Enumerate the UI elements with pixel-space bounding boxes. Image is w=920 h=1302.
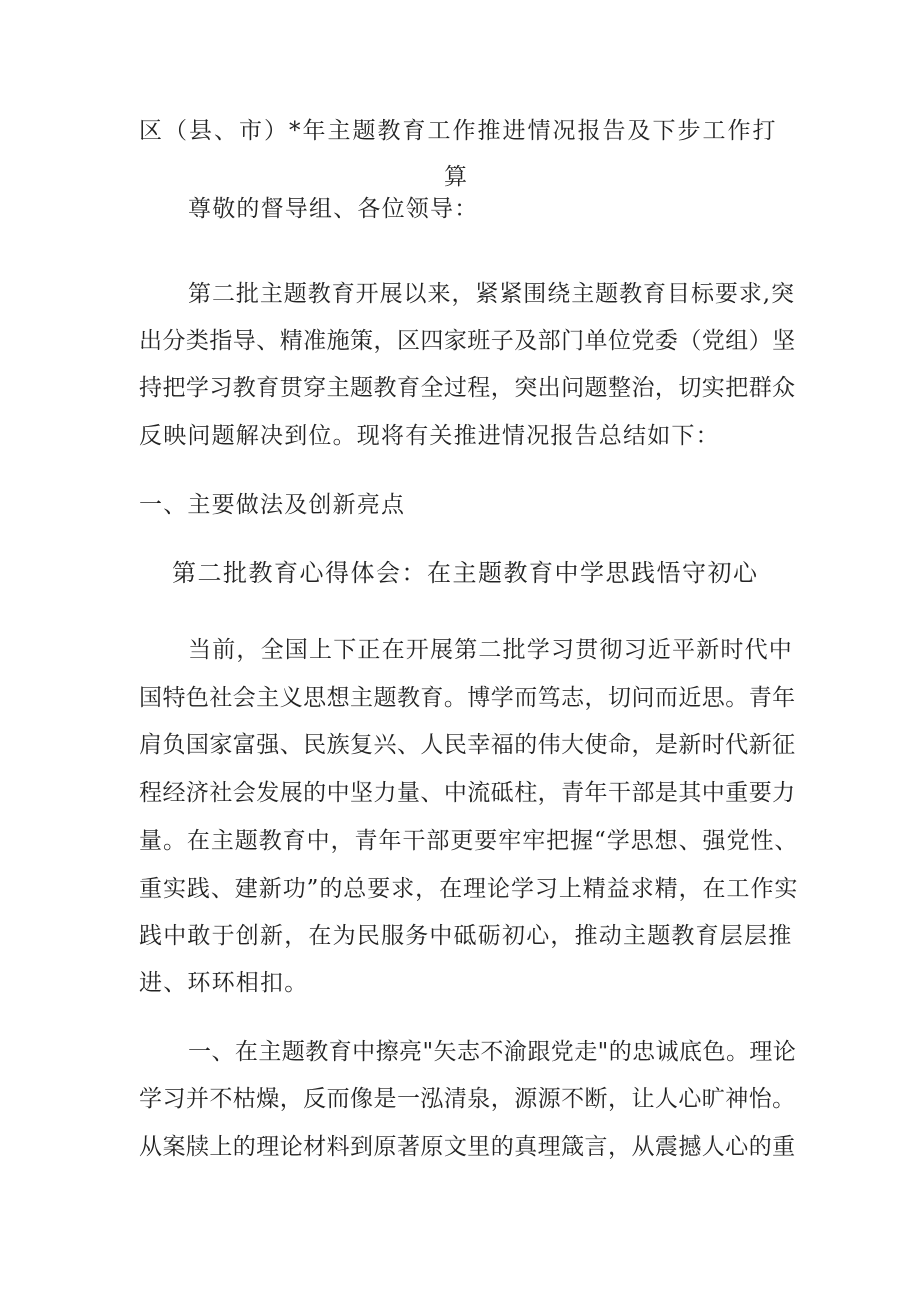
article-para1-line-4: 程经济社会发展的中坚力量、中流砥柱，青年干部是其中重要力 xyxy=(139,780,796,806)
article-para2-line-2: 学习并不枯燥，反而像是一泓清泉，源源不断，让人心旷神怡。 xyxy=(139,1086,796,1112)
article-para1-line-6: 重实践、建新功”的总要求，在理论学习上精益求精，在工作实 xyxy=(139,876,799,902)
intro-line-3: 持把学习教育贯穿主题教育全过程，突出问题整治，切实把群众 xyxy=(139,375,796,401)
intro-line-4: 反映问题解决到位。现将有关推进情况报告总结如下： xyxy=(139,423,720,449)
intro-line-2: 出分类指导、精准施策，区四家班子及部门单位党委（党组）坚 xyxy=(139,328,796,354)
article-para2-line-1: 一、在主题教育中擦亮"矢志不渝跟党走"的忠诚底色。理论 xyxy=(188,1039,797,1065)
intro-line-1: 第二批主题教育开展以来，紧紧围绕主题教育目标要求,突 xyxy=(188,281,796,307)
document-title-line-1: 区（县、市）*年主题教育工作推进情况报告及下步工作打 xyxy=(139,118,778,144)
article-para2-line-3: 从案牍上的理论材料到原著原文里的真理箴言，从震撼人心的重 xyxy=(139,1134,796,1160)
document-title-line-2: 算 xyxy=(444,164,469,190)
article-para1-line-1: 当前，全国上下正在开展第二批学习贯彻习近平新时代中 xyxy=(188,637,793,663)
article-para1-line-7: 践中敢于创新，在为民服务中砥砺初心，推动主题教育层层推 xyxy=(139,923,793,949)
article-para1-line-5: 量。在主题教育中，青年干部更要牢牢把握“学思想、强党性、 xyxy=(139,828,799,854)
salutation: 尊敬的督导组、各位领导： xyxy=(188,196,479,222)
section-heading: 一、主要做法及创新亮点 xyxy=(139,492,406,518)
article-para1-line-8: 进、环环相扣。 xyxy=(139,970,309,996)
article-para1-line-3: 肩负国家富强、民族复兴、人民幸福的伟大使命，是新时代新征 xyxy=(139,732,796,758)
article-para1-line-2: 国特色社会主义思想主题教育。博学而笃志，切问而近思。青年 xyxy=(139,685,796,711)
article-title: 第二批教育心得体会：在主题教育中学思践悟守初心 xyxy=(172,559,759,587)
